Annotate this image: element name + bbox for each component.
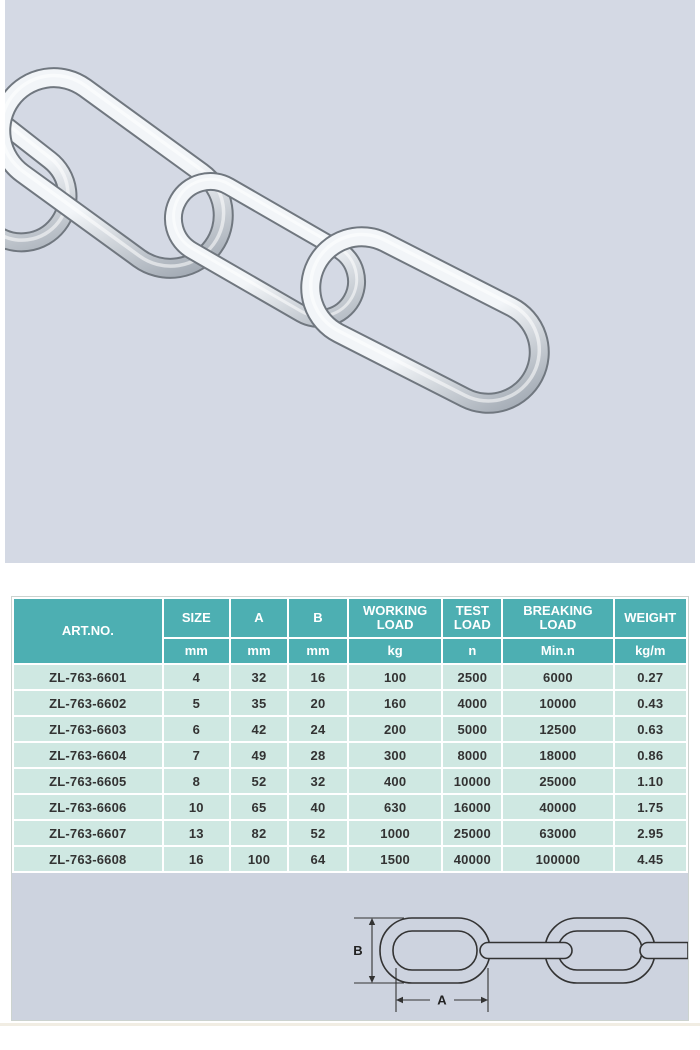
spec-value-cell: 6 — [163, 716, 230, 742]
spec-value-cell: 12500 — [502, 716, 613, 742]
column-header-a: A — [230, 598, 288, 638]
art-no-cell: ZL-763-6605 — [13, 768, 163, 794]
column-unit-b: mm — [288, 638, 348, 664]
spec-value-cell: 300 — [348, 742, 442, 768]
page-divider — [0, 1023, 700, 1026]
spec-row — [13, 664, 687, 690]
spec-value-cell: 25000 — [502, 768, 613, 794]
spec-row — [13, 768, 687, 794]
spec-value-cell: 42 — [230, 716, 288, 742]
spec-row — [13, 820, 687, 846]
spec-sheet — [12, 597, 688, 1020]
spec-value-cell: 630 — [348, 794, 442, 820]
art-no-cell: ZL-763-6608 — [13, 846, 163, 872]
spec-value-cell: 6000 — [502, 664, 613, 690]
spec-value-cell: 40000 — [502, 794, 613, 820]
spec-value-cell: 0.63 — [614, 716, 688, 742]
chain-dimension-diagram — [340, 913, 688, 1017]
spec-value-cell: 1.75 — [614, 794, 688, 820]
spec-row — [13, 690, 687, 716]
spec-value-cell: 8 — [163, 768, 230, 794]
spec-value-cell: 160 — [348, 690, 442, 716]
column-header-test-load: TEST LOAD — [442, 598, 502, 638]
spec-value-cell: 10 — [163, 794, 230, 820]
dim-arrow-down — [369, 976, 375, 983]
spec-value-cell: 24 — [288, 716, 348, 742]
spec-row — [13, 716, 687, 742]
spec-value-cell: 400 — [348, 768, 442, 794]
spec-row — [13, 846, 687, 872]
column-header-working-load: WORKING LOAD — [348, 598, 442, 638]
chain-link — [292, 217, 558, 421]
spec-table-head — [13, 598, 687, 664]
diagram-link-inner — [393, 931, 477, 970]
spec-value-cell: 7 — [163, 742, 230, 768]
spec-value-cell: 52 — [230, 768, 288, 794]
art-no-cell: ZL-763-6603 — [13, 716, 163, 742]
art-no-cell: ZL-763-6607 — [13, 820, 163, 846]
spec-value-cell: 25000 — [442, 820, 502, 846]
product-photo — [5, 0, 695, 563]
spec-value-cell: 1500 — [348, 846, 442, 872]
spec-table — [12, 597, 688, 873]
spec-value-cell: 5 — [163, 690, 230, 716]
spec-value-cell: 16 — [163, 846, 230, 872]
spec-value-cell: 65 — [230, 794, 288, 820]
dimension-diagram-panel — [12, 873, 688, 1020]
spec-value-cell: 35 — [230, 690, 288, 716]
spec-value-cell: 200 — [348, 716, 442, 742]
spec-value-cell: 100000 — [502, 846, 613, 872]
spec-value-cell: 64 — [288, 846, 348, 872]
diagram-connector-link — [480, 943, 572, 959]
column-header-size: SIZE — [163, 598, 230, 638]
spec-value-cell: 0.27 — [614, 664, 688, 690]
spec-value-cell: 32 — [230, 664, 288, 690]
art-no-cell: ZL-763-6606 — [13, 794, 163, 820]
spec-value-cell: 100 — [348, 664, 442, 690]
spec-value-cell: 16 — [288, 664, 348, 690]
spec-row — [13, 742, 687, 768]
spec-value-cell: 10000 — [442, 768, 502, 794]
spec-value-cell: 82 — [230, 820, 288, 846]
spec-value-cell: 20 — [288, 690, 348, 716]
spec-value-cell: 0.43 — [614, 690, 688, 716]
column-header-b: B — [288, 598, 348, 638]
chain-photo-illustration — [5, 0, 695, 563]
spec-value-cell: 8000 — [442, 742, 502, 768]
diagram-connector-link — [640, 943, 688, 959]
spec-value-cell: 28 — [288, 742, 348, 768]
column-unit-a: mm — [230, 638, 288, 664]
art-no-cell: ZL-763-6601 — [13, 664, 163, 690]
spec-value-cell: 18000 — [502, 742, 613, 768]
column-unit-size: mm — [163, 638, 230, 664]
spec-value-cell: 2.95 — [614, 820, 688, 846]
dim-arrow-up — [369, 918, 375, 925]
art-no-cell: ZL-763-6602 — [13, 690, 163, 716]
spec-value-cell: 2500 — [442, 664, 502, 690]
column-header-art-no: ART.NO. — [13, 598, 163, 664]
column-unit-weight: kg/m — [614, 638, 688, 664]
spec-value-cell: 52 — [288, 820, 348, 846]
spec-value-cell: 63000 — [502, 820, 613, 846]
column-unit-breaking-load: Min.n — [502, 638, 613, 664]
spec-table-body — [13, 664, 687, 872]
dim-label-a: A — [437, 992, 447, 1008]
spec-value-cell: 1000 — [348, 820, 442, 846]
spec-value-cell: 40000 — [442, 846, 502, 872]
spec-value-cell: 4.45 — [614, 846, 688, 872]
column-unit-test-load: n — [442, 638, 502, 664]
spec-value-cell: 4000 — [442, 690, 502, 716]
spec-value-cell: 16000 — [442, 794, 502, 820]
spec-value-cell: 100 — [230, 846, 288, 872]
spec-value-cell: 4 — [163, 664, 230, 690]
dim-label-b: B — [353, 943, 363, 958]
column-unit-working-load: kg — [348, 638, 442, 664]
spec-value-cell: 5000 — [442, 716, 502, 742]
dim-arrow-right — [481, 997, 488, 1003]
spec-row — [13, 794, 687, 820]
spec-value-cell: 0.86 — [614, 742, 688, 768]
column-header-breaking-load: BREAKING LOAD — [502, 598, 613, 638]
spec-value-cell: 10000 — [502, 690, 613, 716]
spec-value-cell: 13 — [163, 820, 230, 846]
spec-value-cell: 32 — [288, 768, 348, 794]
spec-value-cell: 49 — [230, 742, 288, 768]
dim-arrow-left — [396, 997, 403, 1003]
column-header-weight: WEIGHT — [614, 598, 688, 638]
art-no-cell: ZL-763-6604 — [13, 742, 163, 768]
spec-value-cell: 40 — [288, 794, 348, 820]
spec-value-cell: 1.10 — [614, 768, 688, 794]
